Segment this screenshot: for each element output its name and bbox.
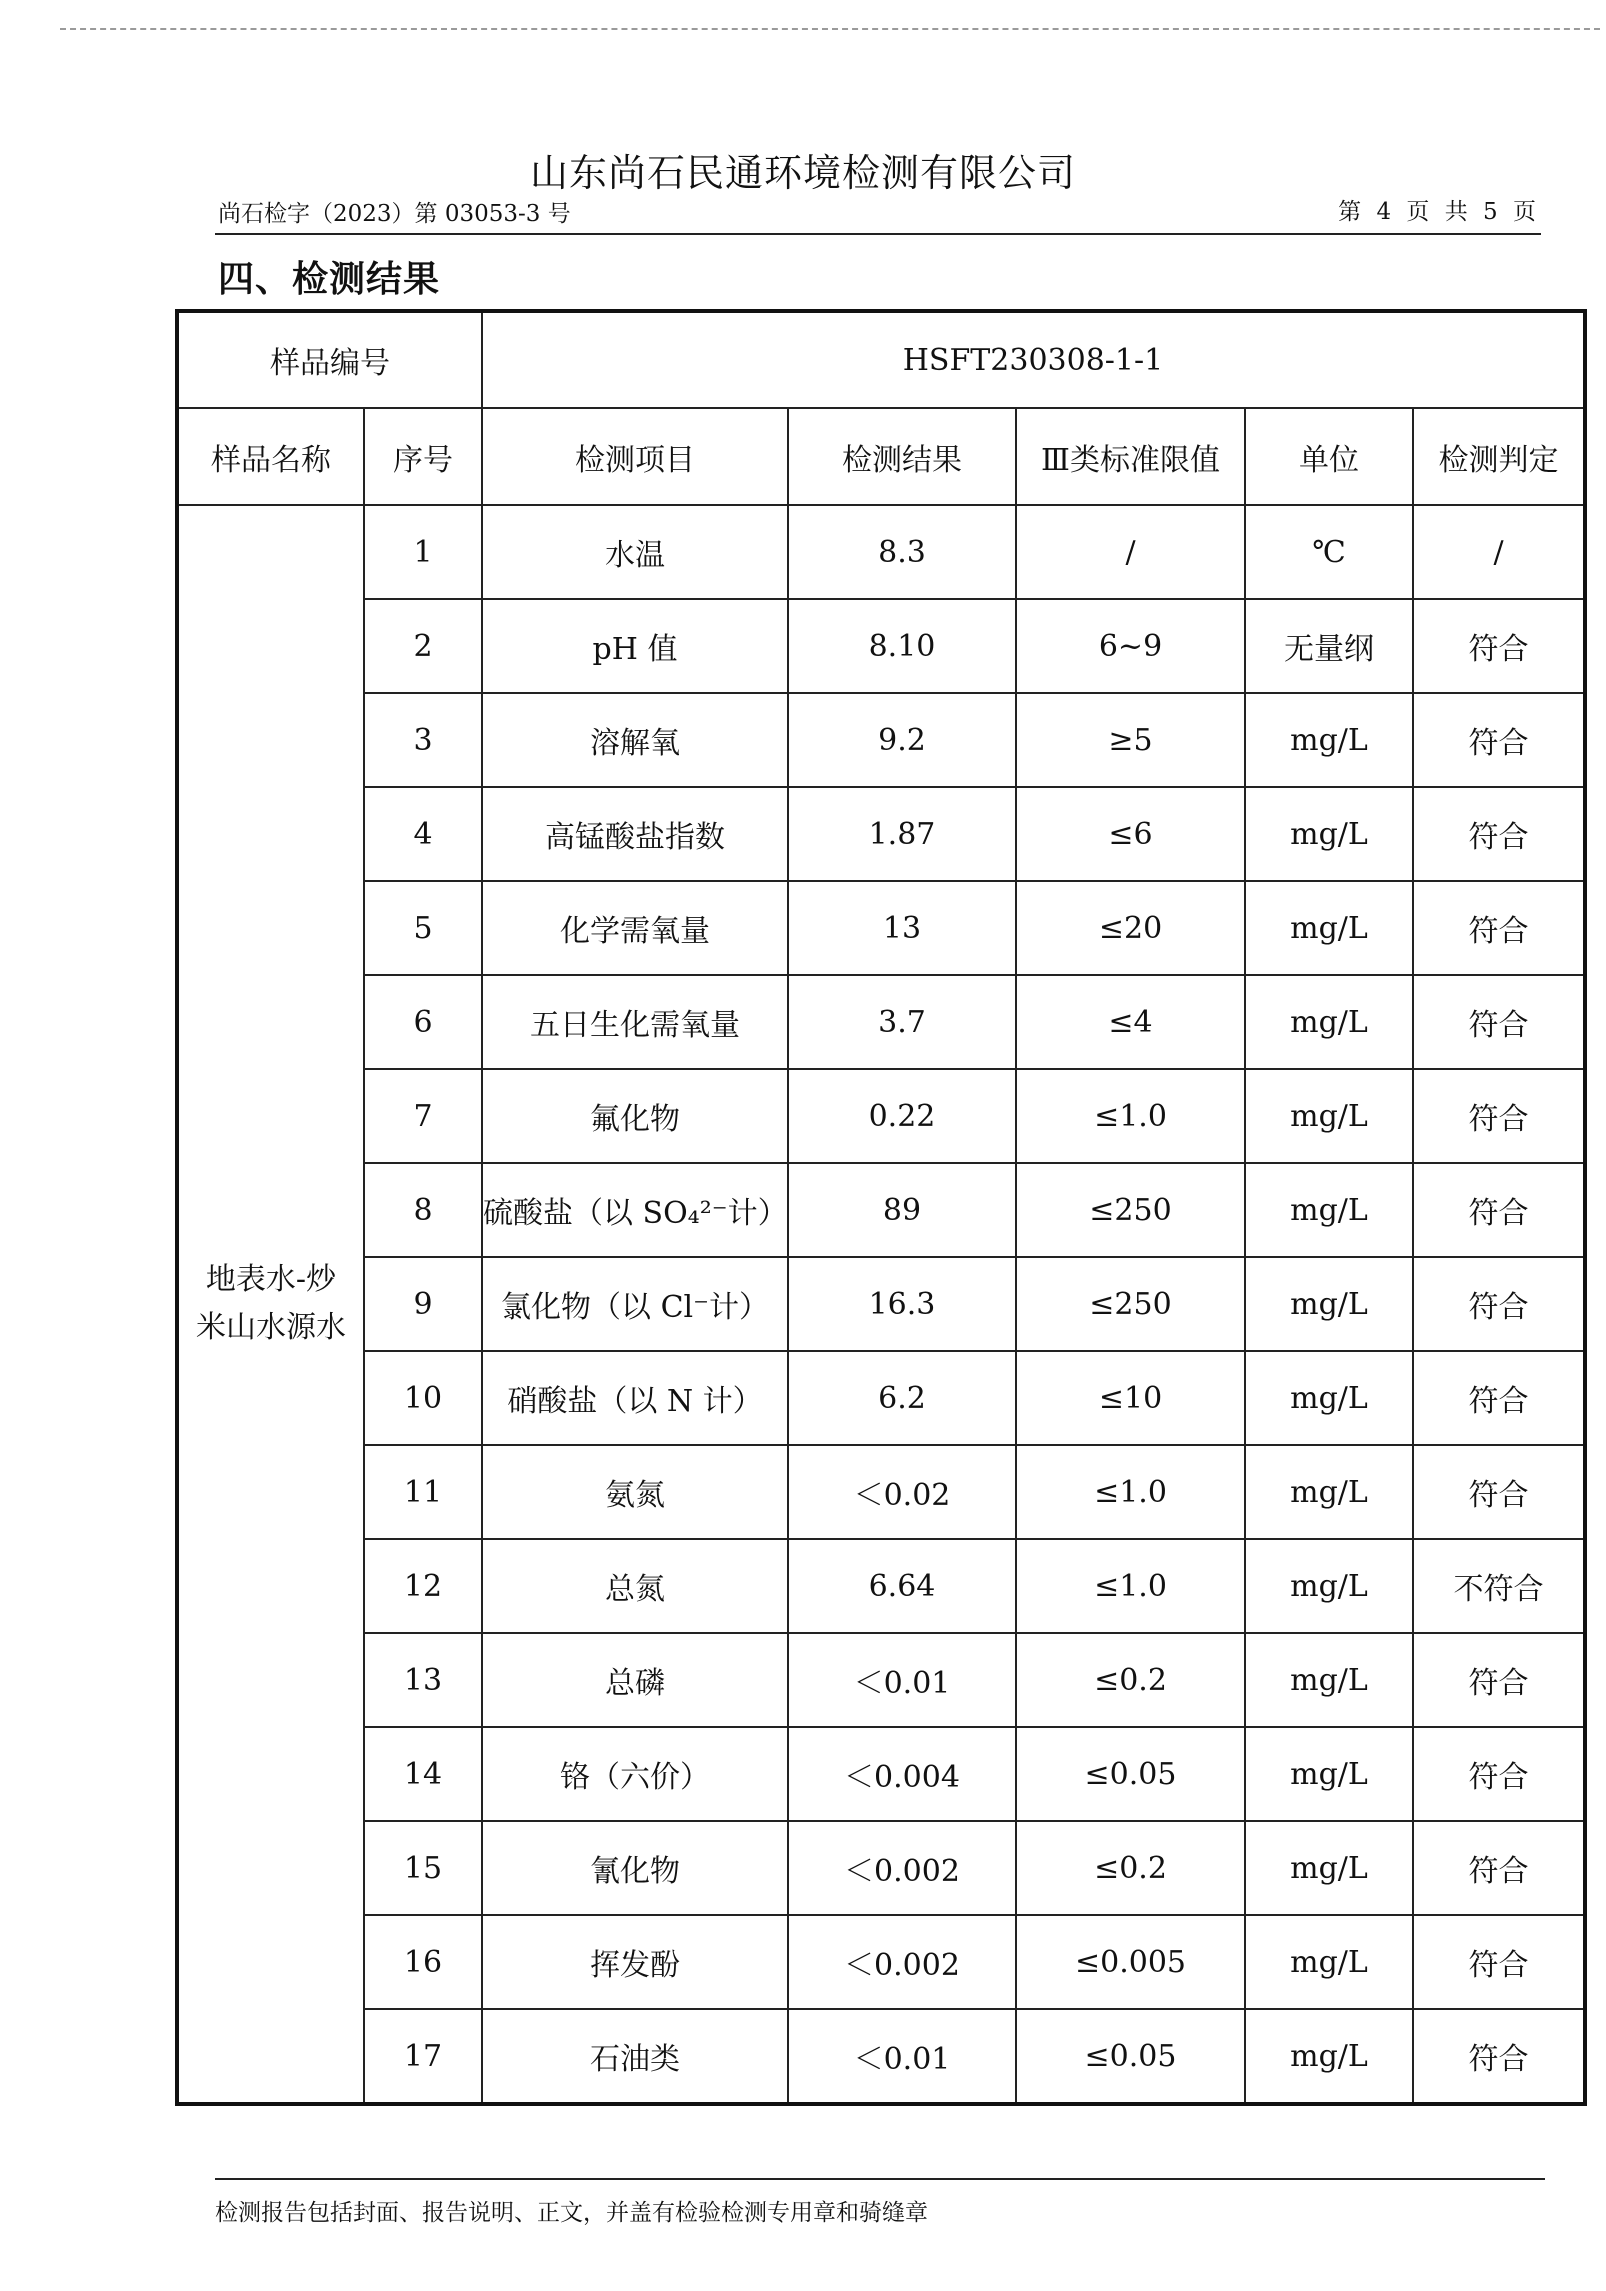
cell-judge: 符合 xyxy=(1413,787,1585,881)
cell-unit: mg/L xyxy=(1245,881,1413,975)
cell-judge: 符合 xyxy=(1413,1445,1585,1539)
cell-unit: mg/L xyxy=(1245,1915,1413,2009)
cell-unit: mg/L xyxy=(1245,975,1413,1069)
cell-item: 硫酸盐（以 SO₄²⁻计） xyxy=(482,1163,788,1257)
cell-judge: 符合 xyxy=(1413,975,1585,1069)
cell-judge: 不符合 xyxy=(1413,1539,1585,1633)
cell-result: 6.64 xyxy=(788,1539,1016,1633)
cell-no: 13 xyxy=(364,1633,482,1727)
cell-item: 总氮 xyxy=(482,1539,788,1633)
cell-no: 9 xyxy=(364,1257,482,1351)
cell-result: 8.10 xyxy=(788,599,1016,693)
cell-unit: mg/L xyxy=(1245,1351,1413,1445)
cell-item: 硝酸盐（以 N 计） xyxy=(482,1351,788,1445)
cell-item: 高锰酸盐指数 xyxy=(482,787,788,881)
cell-item: 氟化物 xyxy=(482,1069,788,1163)
cell-limit: 6~9 xyxy=(1016,599,1245,693)
cell-no: 8 xyxy=(364,1163,482,1257)
cell-unit: mg/L xyxy=(1245,1727,1413,1821)
cell-item: 水温 xyxy=(482,505,788,599)
table-row xyxy=(177,787,1585,881)
cell-unit: mg/L xyxy=(1245,1821,1413,1915)
cell-judge: 符合 xyxy=(1413,1257,1585,1351)
table-row xyxy=(177,1915,1585,2009)
table-row xyxy=(177,505,1585,599)
sample-name-cell: 地表水-炒米山水源水 xyxy=(177,505,364,2104)
cell-judge: 符合 xyxy=(1413,1633,1585,1727)
table-row xyxy=(177,1069,1585,1163)
column-header-row xyxy=(177,408,1585,505)
cell-limit: ≤6 xyxy=(1016,787,1245,881)
cell-result: ＜0.02 xyxy=(788,1445,1016,1539)
cell-judge: 符合 xyxy=(1413,599,1585,693)
cell-limit: ≤250 xyxy=(1016,1257,1245,1351)
cell-judge: 符合 xyxy=(1413,1163,1585,1257)
cell-result: ＜0.004 xyxy=(788,1727,1016,1821)
cell-limit: ≤0.2 xyxy=(1016,1821,1245,1915)
cell-unit: mg/L xyxy=(1245,1163,1413,1257)
cell-limit: ≤10 xyxy=(1016,1351,1245,1445)
cell-unit: mg/L xyxy=(1245,693,1413,787)
cell-no: 6 xyxy=(364,975,482,1069)
column-header: 检测判定 xyxy=(1413,408,1585,505)
cell-unit: mg/L xyxy=(1245,1633,1413,1727)
cell-judge: 符合 xyxy=(1413,1727,1585,1821)
sample-number-value: HSFT230308-1-1 xyxy=(482,311,1585,408)
cell-judge: 符合 xyxy=(1413,1351,1585,1445)
table-row xyxy=(177,1821,1585,1915)
section-title: 四、检测结果 xyxy=(218,258,441,300)
cell-no: 1 xyxy=(364,505,482,599)
cell-result: 3.7 xyxy=(788,975,1016,1069)
column-header: 单位 xyxy=(1245,408,1413,505)
cell-result: ＜0.002 xyxy=(788,1915,1016,2009)
cell-unit: mg/L xyxy=(1245,1069,1413,1163)
column-header: 检测项目 xyxy=(482,408,788,505)
table-row xyxy=(177,1633,1585,1727)
cell-unit: mg/L xyxy=(1245,1539,1413,1633)
cell-result: 13 xyxy=(788,881,1016,975)
cell-no: 5 xyxy=(364,881,482,975)
cell-no: 11 xyxy=(364,1445,482,1539)
column-header: Ⅲ类标准限值 xyxy=(1016,408,1245,505)
cell-judge: 符合 xyxy=(1413,881,1585,975)
table-row xyxy=(177,881,1585,975)
cell-limit: ≤0.05 xyxy=(1016,1727,1245,1821)
cell-limit: ≤1.0 xyxy=(1016,1069,1245,1163)
cell-no: 15 xyxy=(364,1821,482,1915)
cell-item: 氨氮 xyxy=(482,1445,788,1539)
cell-no: 12 xyxy=(364,1539,482,1633)
cell-result: ＜0.01 xyxy=(788,1633,1016,1727)
cell-judge: 符合 xyxy=(1413,2009,1585,2104)
cell-unit: mg/L xyxy=(1245,1445,1413,1539)
cell-no: 3 xyxy=(364,693,482,787)
cell-item: pH 值 xyxy=(482,599,788,693)
footer-divider xyxy=(215,2178,1545,2180)
cell-result: ＜0.01 xyxy=(788,2009,1016,2104)
cell-item: 总磷 xyxy=(482,1633,788,1727)
footer-note: 检测报告包括封面、报告说明、正文，并盖有检验检测专用章和骑缝章 xyxy=(215,2200,928,2226)
header-divider xyxy=(215,233,1541,235)
cell-item: 铬（六价） xyxy=(482,1727,788,1821)
cell-unit: mg/L xyxy=(1245,787,1413,881)
cell-limit: ≤250 xyxy=(1016,1163,1245,1257)
cell-unit: mg/L xyxy=(1245,2009,1413,2104)
cell-judge: 符合 xyxy=(1413,693,1585,787)
cell-limit: ≥5 xyxy=(1016,693,1245,787)
scan-top-edge xyxy=(60,28,1600,30)
cell-result: 89 xyxy=(788,1163,1016,1257)
cell-limit: ≤1.0 xyxy=(1016,1539,1245,1633)
cell-no: 2 xyxy=(364,599,482,693)
cell-item: 石油类 xyxy=(482,2009,788,2104)
sample-number-row xyxy=(177,311,1585,408)
table-row xyxy=(177,599,1585,693)
cell-limit: ≤0.05 xyxy=(1016,2009,1245,2104)
cell-judge: 符合 xyxy=(1413,1821,1585,1915)
cell-no: 10 xyxy=(364,1351,482,1445)
cell-limit: / xyxy=(1016,505,1245,599)
cell-no: 7 xyxy=(364,1069,482,1163)
cell-result: 0.22 xyxy=(788,1069,1016,1163)
cell-no: 16 xyxy=(364,1915,482,2009)
cell-judge: 符合 xyxy=(1413,1069,1585,1163)
cell-limit: ≤1.0 xyxy=(1016,1445,1245,1539)
table-row xyxy=(177,1351,1585,1445)
sample-number-label: 样品编号 xyxy=(177,311,482,408)
table-row xyxy=(177,1257,1585,1351)
cell-result: 6.2 xyxy=(788,1351,1016,1445)
cell-limit: ≤20 xyxy=(1016,881,1245,975)
cell-no: 17 xyxy=(364,2009,482,2104)
column-header: 样品名称 xyxy=(177,408,364,505)
cell-limit: ≤0.005 xyxy=(1016,1915,1245,2009)
cell-judge: 符合 xyxy=(1413,1915,1585,2009)
cell-result: 8.3 xyxy=(788,505,1016,599)
cell-no: 14 xyxy=(364,1727,482,1821)
cell-unit: ℃ xyxy=(1245,505,1413,599)
table-row xyxy=(177,1445,1585,1539)
table-row xyxy=(177,1163,1585,1257)
report-number: 尚石检字（2023）第 03053-3 号 xyxy=(218,201,571,227)
column-header: 检测结果 xyxy=(788,408,1016,505)
table-row xyxy=(177,1727,1585,1821)
cell-result: 16.3 xyxy=(788,1257,1016,1351)
table-row xyxy=(177,975,1585,1069)
cell-item: 五日生化需氧量 xyxy=(482,975,788,1069)
column-header: 序号 xyxy=(364,408,482,505)
table-row xyxy=(177,693,1585,787)
cell-unit: 无量纲 xyxy=(1245,599,1413,693)
cell-judge: / xyxy=(1413,505,1585,599)
cell-limit: ≤4 xyxy=(1016,975,1245,1069)
company-name: 山东尚石民通环境检测有限公司 xyxy=(529,151,1076,195)
table-row xyxy=(177,2009,1585,2104)
cell-item: 氯化物（以 Cl⁻计） xyxy=(482,1257,788,1351)
results-table xyxy=(175,309,1587,2106)
cell-result: 9.2 xyxy=(788,693,1016,787)
cell-result: ＜0.002 xyxy=(788,1821,1016,1915)
cell-item: 化学需氧量 xyxy=(482,881,788,975)
table-row xyxy=(177,1539,1585,1633)
cell-unit: mg/L xyxy=(1245,1257,1413,1351)
cell-limit: ≤0.2 xyxy=(1016,1633,1245,1727)
page-info: 第 4 页 共 5 页 xyxy=(1338,199,1540,225)
cell-no: 4 xyxy=(364,787,482,881)
cell-item: 氰化物 xyxy=(482,1821,788,1915)
cell-result: 1.87 xyxy=(788,787,1016,881)
cell-item: 溶解氧 xyxy=(482,693,788,787)
cell-item: 挥发酚 xyxy=(482,1915,788,2009)
